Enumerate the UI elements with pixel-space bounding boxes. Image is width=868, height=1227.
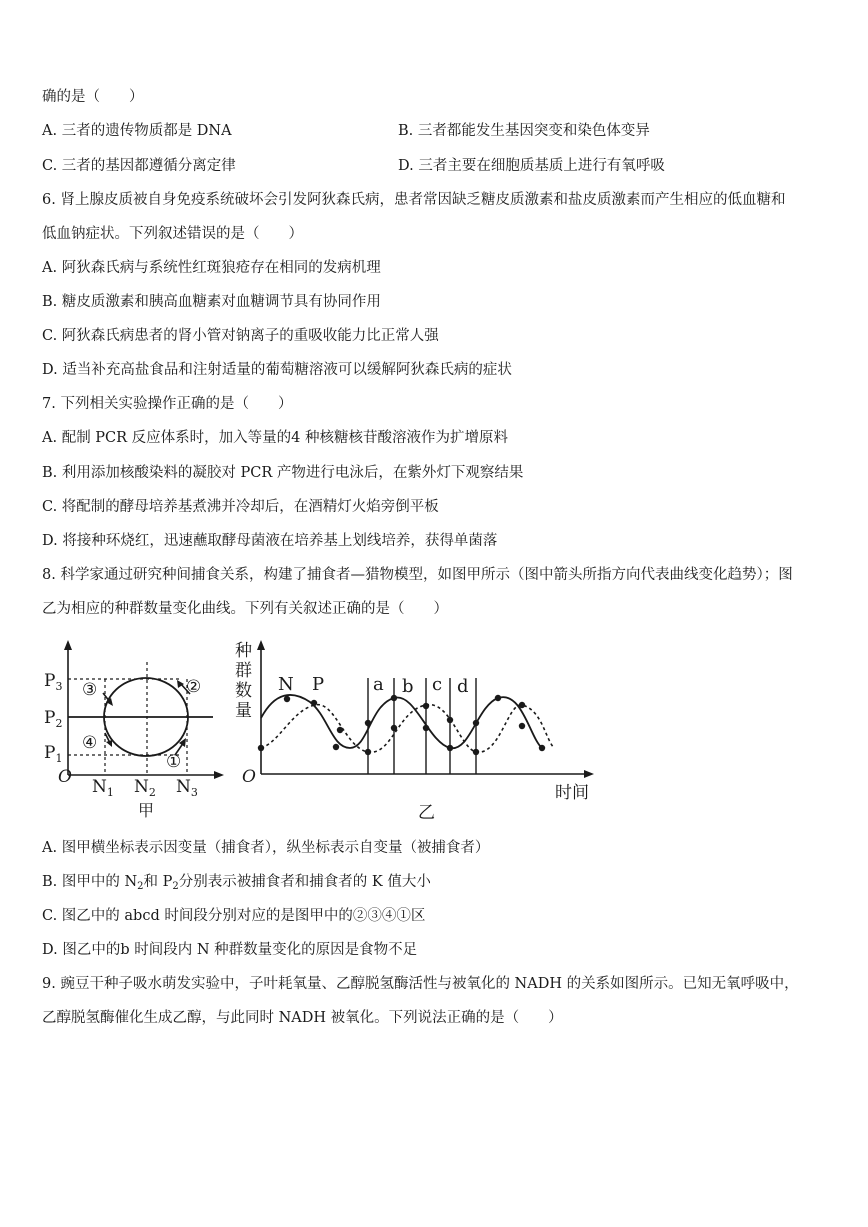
- jia-region-1: ①: [166, 752, 182, 772]
- jia-y-arrow: [64, 640, 72, 650]
- yi-series-p: P: [312, 674, 325, 695]
- yi-x-axis-label: 时间: [555, 783, 589, 803]
- q8-stem-line2: 乙为相应的种群数量变化曲线。下列有关叙述正确的是（ ）: [42, 601, 448, 617]
- yi-point: [391, 725, 397, 731]
- jia-region-4: ④: [82, 733, 98, 753]
- yi-point: [447, 745, 453, 751]
- yi-caption: 乙: [418, 803, 435, 823]
- jia-label-n2: $N_2$: [134, 777, 156, 799]
- yi-point: [365, 720, 371, 726]
- yi-y-char-4: 量: [235, 701, 252, 721]
- q5-stem-tail: 确的是（ ）: [42, 89, 144, 105]
- q7-option-b: B. 利用添加核酸染料的凝胶对 PCR 产物进行电泳后，在紫外灯下观察结果: [42, 465, 524, 481]
- yi-point: [333, 744, 339, 750]
- yi-curve-n: [261, 695, 542, 748]
- yi-origin: O: [242, 767, 256, 787]
- yi-point: [337, 727, 343, 733]
- q6-option-b: B. 糖皮质激素和胰高血糖素对血糖调节具有协同作用: [42, 294, 381, 310]
- jia-label-n3: $N_3$: [176, 777, 198, 799]
- yi-y-char-2: 群: [235, 661, 252, 681]
- q7-option-c: C. 将配制的酵母培养基煮沸并冷却后，在酒精灯火焰旁倒平板: [42, 499, 439, 515]
- q8-figure: [30, 630, 630, 825]
- jia-label-p2: $P_2$: [44, 708, 63, 730]
- yi-point: [495, 695, 501, 701]
- q8-option-c: C. 图乙中的 abcd 时间段分别对应的是图甲中的②③④①区: [42, 908, 426, 924]
- yi-point: [365, 749, 371, 755]
- jia-label-p3: $P_3$: [44, 671, 63, 693]
- yi-series-n: N: [278, 674, 294, 695]
- q5-option-d: D. 三者主要在细胞质基质上进行有氧呼吸: [398, 158, 665, 174]
- q8-option-b: B. 图甲中的 $N_2$和 $P_2$分别表示被捕食者和捕食者的 K 值大小: [42, 874, 431, 892]
- q5-option-b: B. 三者都能发生基因突变和染色体变异: [398, 123, 650, 139]
- q6-option-a: A. 阿狄森氏病与系统性红斑狼疮存在相同的发病机理: [42, 260, 381, 276]
- yi-point: [539, 745, 545, 751]
- q5-option-c: C. 三者的基因都遵循分离定律: [42, 158, 236, 174]
- yi-period-d: d: [457, 676, 469, 697]
- q9-stem-line2: 乙醇脱氢酶催化生成乙醇，与此同时 NADH 被氧化。下列说法正确的是（ ）: [42, 1010, 563, 1026]
- yi-point: [447, 717, 453, 723]
- yi-point: [284, 696, 290, 702]
- figure-jia: [64, 640, 224, 779]
- q9-stem-line1: 9. 豌豆干种子吸水萌发实验中，子叶耗氧量、乙醇脱氢酶活性与被氧化的 NADH 的关系如图所示。已知无氧呼吸中，: [42, 976, 799, 992]
- jia-caption: 甲: [138, 801, 155, 820]
- yi-point: [519, 702, 525, 708]
- yi-point: [423, 725, 429, 731]
- yi-point: [519, 723, 525, 729]
- q7-option-d: D. 将接种环烧红，迅速蘸取酵母菌液在培养基上划线培养，获得单菌落: [42, 533, 498, 549]
- jia-region-2: ②: [186, 677, 202, 697]
- q6-stem-line2: 低血钠症状。下列叙述错误的是（ ）: [42, 226, 303, 242]
- q6-option-c: C. 阿狄森氏病患者的肾小管对钠离子的重吸收能力比正常人强: [42, 328, 439, 344]
- q6-stem-line1: 6. 肾上腺皮质被自身免疫系统破坏会引发阿狄森氏病，患者常因缺乏糖皮质激素和盐皮质激素而产生相应的低血糖和: [42, 192, 786, 208]
- q8-option-a: A. 图甲横坐标表示因变量（捕食者），纵坐标表示自变量（被捕食者）: [42, 840, 490, 856]
- q6-option-d: D. 适当补充高盐食品和注射适量的葡萄糖溶液可以缓解阿狄森氏病的症状: [42, 362, 512, 378]
- jia-label-p1: $P_1$: [44, 743, 63, 765]
- yi-point: [423, 703, 429, 709]
- q5-option-a: A. 三者的遗传物质都是 DNA: [42, 123, 232, 139]
- yi-point: [391, 695, 397, 701]
- jia-x-arrow: [214, 771, 224, 779]
- yi-point: [258, 745, 264, 751]
- jia-origin: O: [58, 767, 72, 787]
- q8-option-d: D. 图乙中的b 时间段内 N 种群数量变化的原因是食物不足: [42, 942, 418, 958]
- yi-y-arrow: [257, 640, 265, 650]
- yi-curve-points: [258, 695, 545, 755]
- q7-option-a: A. 配制 PCR 反应体系时，加入等量的4 种核糖核苷酸溶液作为扩增原料: [42, 430, 509, 446]
- jia-label-n1: $N_1$: [92, 777, 114, 799]
- q8-stem-line1: 8. 科学家通过研究种间捕食关系，构建了捕食者—猎物模型，如图甲所示（图中箭头所指方向代表曲线变化趋势）；图: [42, 567, 793, 583]
- yi-point: [311, 700, 317, 706]
- yi-period-c: c: [432, 674, 443, 695]
- yi-curve-p: [261, 705, 554, 753]
- yi-point: [473, 720, 479, 726]
- q7-stem: 7. 下列相关实验操作正确的是（ ）: [42, 396, 293, 412]
- yi-x-arrow: [584, 770, 594, 778]
- jia-region-3: ③: [82, 680, 98, 700]
- yi-y-char-1: 种: [235, 641, 252, 661]
- yi-point: [473, 749, 479, 755]
- yi-period-a: a: [373, 674, 384, 695]
- yi-period-b: b: [402, 676, 414, 697]
- yi-y-char-3: 数: [235, 681, 252, 701]
